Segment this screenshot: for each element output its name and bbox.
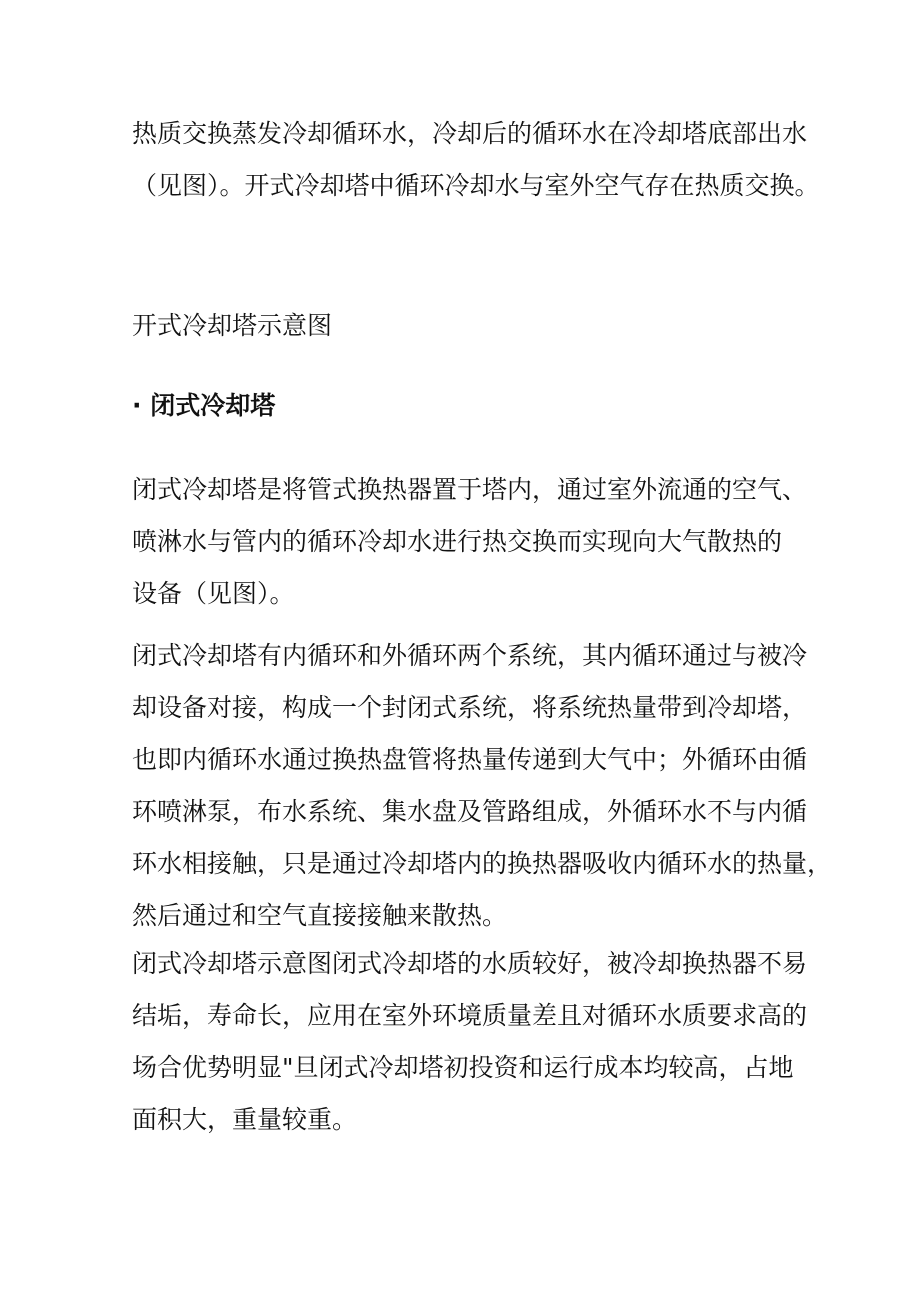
text-line: 环喷淋泵，布水系统、集水盘及管路组成，外循环水不与内循 xyxy=(132,797,808,826)
text-line: 结垢，寿命长，应用在室外环境质量差且对循环水质要求高的 xyxy=(132,1001,808,1030)
text-line: 然后通过和空气直接接触来散热。 xyxy=(132,901,508,930)
caption-text: 开式冷却塔示意图 xyxy=(132,311,333,340)
section-heading xyxy=(132,380,832,432)
paragraph-closed-tower-definition xyxy=(132,464,832,620)
text-line: 环水相接触，只是通过冷却塔内的换热器吸收内循环水的热量， xyxy=(132,849,833,878)
text-line: 闭式冷却塔是将管式换热器置于塔内，通过室外流通的空气、 xyxy=(132,475,808,504)
text-line: 热质交换蒸发冷却循环水，冷却后的循环水在冷却塔底部出水 xyxy=(132,119,808,148)
paragraph-closed-tower-systems xyxy=(132,630,832,942)
text-line: 喷淋水与管内的循环冷却水进行热交换而实现向大气散热的 xyxy=(132,527,783,556)
text-line: 闭式冷却塔有内循环和外循环两个系统，其内循环通过与被冷 xyxy=(132,641,808,670)
text-line: 场合优势明显"旦闭式冷却塔初投资和运行成本均较高，占地 xyxy=(132,1053,794,1082)
heading-text: · 闭式冷却塔 xyxy=(132,391,276,420)
paragraph-open-tower-exchange xyxy=(132,108,832,212)
text-line: 却设备对接，构成一个封闭式系统，将系统热量带到冷却塔， xyxy=(132,693,808,722)
text-line: 闭式冷却塔示意图闭式冷却塔的水质较好，被冷却换热器不易 xyxy=(132,949,808,978)
paragraph-closed-tower-pros-cons xyxy=(132,938,832,1146)
text-line: 也即内循环水通过换热盘管将热量传递到大气中；外循环由循 xyxy=(132,745,808,774)
text-line: （见图）。开式冷却塔中循环冷却水与室外空气存在热质交换。 xyxy=(132,171,820,200)
figure-caption xyxy=(132,300,832,352)
text-line: 面积大，重量较重。 xyxy=(132,1105,358,1134)
text-line: 设备（见图）。 xyxy=(132,579,295,608)
